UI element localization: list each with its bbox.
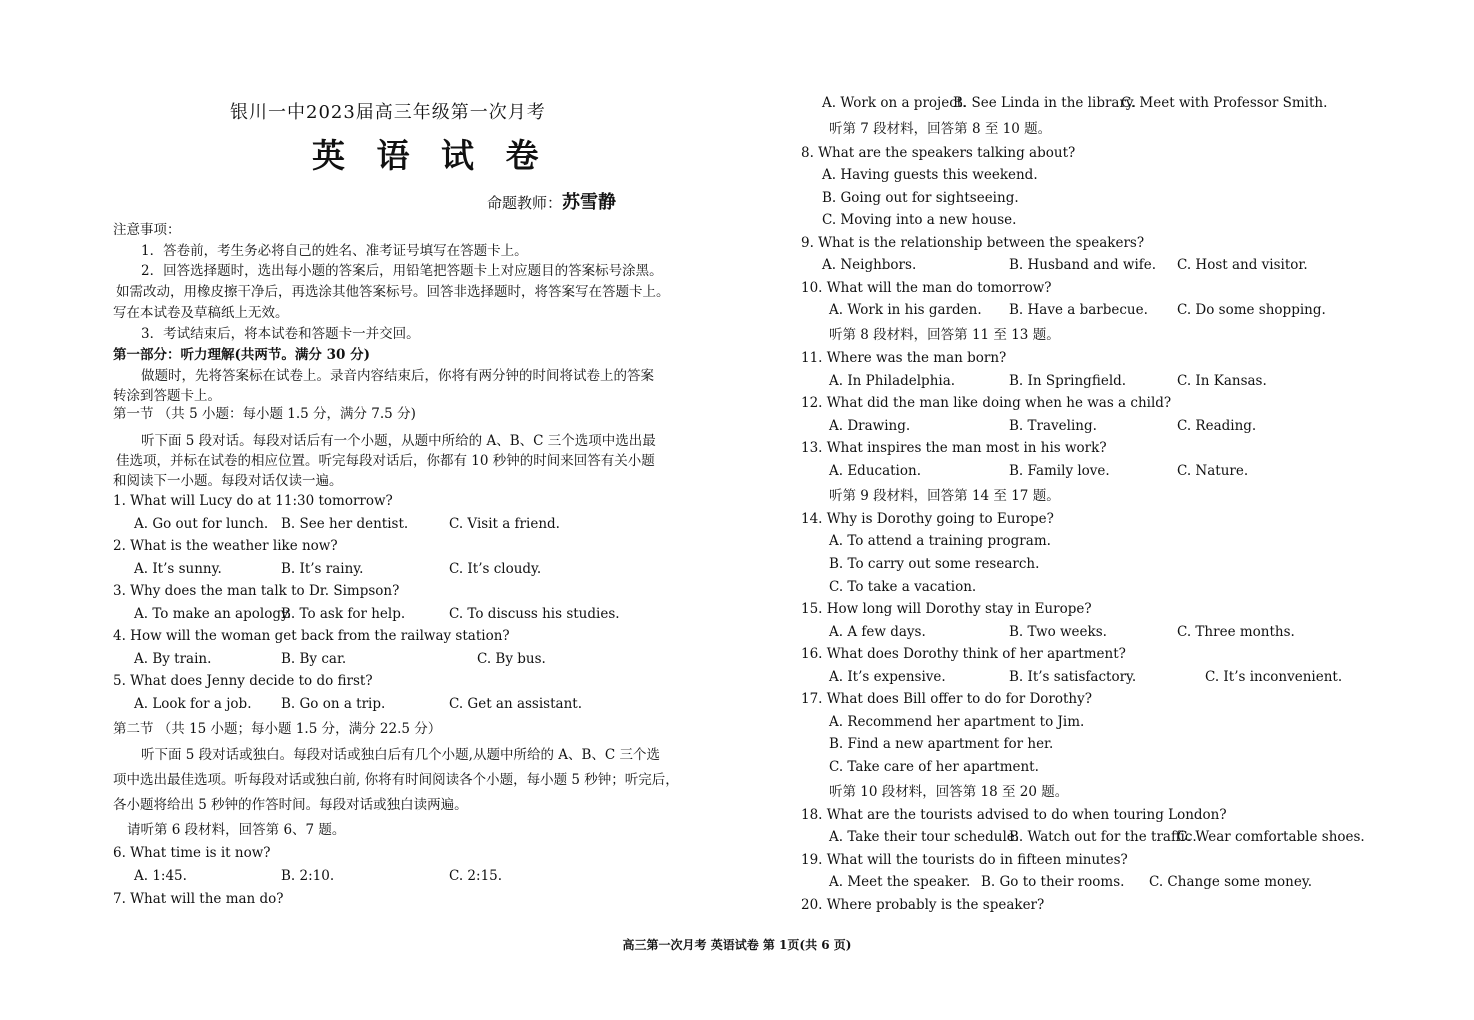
note-2b: 如需改动，用橡皮擦干净后，再选涂其他答案标号。回答非选择题时，将答案写在答题卡上。 — [116, 284, 670, 300]
option-c: C. Nature. — [1177, 463, 1249, 479]
section2-intro-1: 听下面 5 段对话或独白。每段对话或独白后有几个小题,从题中所给的 A、B、C 三个选 — [141, 747, 661, 763]
option-a: A. Recommend her apartment to Jim. — [829, 714, 1085, 730]
option-b: B. Family love. — [1009, 463, 1110, 479]
option-c: C. Take care of her apartment. — [829, 759, 1039, 775]
question-stem: 17. What does Bill offer to do for Dorothy? — [801, 691, 1092, 707]
option-c: C. Do some shopping. — [1177, 302, 1326, 318]
material-6: 请听第 6 段材料，回答第 6、7 题。 — [127, 822, 346, 838]
material-8: 听第 8 段材料，回答第 11 至 13 题。 — [829, 327, 1060, 343]
option-a: A. Education. — [829, 463, 921, 479]
option-c: C. It’s cloudy. — [449, 561, 542, 577]
part1-intro-2: 转涂到答题卡上。 — [113, 388, 221, 404]
option-a: A. Work on a project. — [822, 95, 967, 111]
question-stem: 14. Why is Dorothy going to Europe? — [801, 511, 1054, 527]
teacher-line — [487, 188, 616, 214]
option-c: C. Host and visitor. — [1177, 257, 1308, 273]
option-b: B. Have a barbecue. — [1009, 302, 1148, 318]
exam-title: 英 语 试 卷 — [312, 136, 549, 175]
section2-intro-3: 各小题将给出 5 秒钟的作答时间。每段对话或独白读两遍。 — [113, 797, 468, 813]
option-c: C. 2:15. — [449, 868, 503, 884]
teacher-label: 命题教师： — [487, 194, 563, 212]
question-stem: 11. Where was the man born? — [801, 350, 1007, 366]
option-c: C. Three months. — [1177, 624, 1295, 640]
question-stem: 18. What are the tourists advised to do when touring London? — [801, 807, 1227, 823]
option-b: B. Traveling. — [1009, 418, 1097, 434]
question-stem: 1. What will Lucy do at 11:30 tomorrow? — [113, 493, 393, 509]
section2-title: 第二节 （共 15 小题；每小题 1.5 分，满分 22.5 分） — [113, 721, 442, 737]
option-b: B. Go to their rooms. — [981, 874, 1125, 890]
question-stem: 13. What inspires the man most in his work? — [801, 440, 1107, 456]
option-c: C. Get an assistant. — [449, 696, 582, 712]
option-a: A. Meet the speaker. — [829, 874, 971, 890]
option-b: B. Watch out for the traffic. — [1009, 829, 1197, 845]
option-a: A. To make an apology. — [134, 606, 292, 622]
material-9: 听第 9 段材料，回答第 14 至 17 题。 — [829, 488, 1060, 504]
option-c: C. Visit a friend. — [449, 516, 560, 532]
option-b: B. To carry out some research. — [829, 556, 1040, 572]
option-c: C. Moving into a new house. — [822, 212, 1017, 228]
school-title: 银川一中2023届高三年级第一次月考 — [230, 102, 546, 123]
option-b: B. Going out for sightseeing. — [822, 190, 1019, 206]
material-10: 听第 10 段材料，回答第 18 至 20 题。 — [829, 784, 1069, 800]
question-stem: 9. What is the relationship between the speakers? — [801, 235, 1145, 251]
option-b: B. Husband and wife. — [1009, 257, 1157, 273]
option-c: C. In Kansas. — [1177, 373, 1267, 389]
note-3: 3．考试结束后，将本试卷和答题卡一并交回。 — [141, 326, 420, 342]
question-stem: 16. What does Dorothy think of her apartment? — [801, 646, 1126, 662]
question-stem: 4. How will the woman get back from the railway station? — [113, 628, 510, 644]
question-stem: 15. How long will Dorothy stay in Europe? — [801, 601, 1092, 617]
note-1: 1．答卷前，考生务必将自己的姓名、准考证号填写在答题卡上。 — [141, 243, 528, 259]
teacher-name: 苏雪静 — [562, 192, 617, 213]
option-c: C. Change some money. — [1149, 874, 1312, 890]
section1-intro-2: 佳选项，并标在试卷的相应位置。听完每段对话后，你都有 10 秒钟的时间来回答有关小题 — [116, 453, 655, 469]
option-b: B. By car. — [281, 651, 347, 667]
option-a: A. A few days. — [829, 624, 926, 640]
option-c: C. Meet with Professor Smith. — [1121, 95, 1328, 111]
option-b: B. Find a new apartment for her. — [829, 736, 1054, 752]
option-b: B. 2:10. — [281, 868, 335, 884]
option-b: B. Go on a trip. — [281, 696, 386, 712]
option-a: A. In Philadelphia. — [829, 373, 956, 389]
option-b: B. See Linda in the library. — [953, 95, 1137, 111]
option-a: A. Work in his garden. — [829, 302, 982, 318]
option-c: C. By bus. — [477, 651, 546, 667]
option-a: A. Look for a job. — [134, 696, 252, 712]
option-a: A. By train. — [134, 651, 212, 667]
question-stem: 10. What will the man do tomorrow? — [801, 280, 1052, 296]
note-2c: 写在本试卷及草稿纸上无效。 — [113, 305, 289, 321]
section1-title: 第一节 （共 5 小题：每小题 1.5 分，满分 7.5 分) — [113, 406, 416, 422]
option-a: A. Take their tour schedule. — [829, 829, 1020, 845]
option-a: A. To attend a training program. — [829, 533, 1051, 549]
option-c: C. To take a vacation. — [829, 579, 977, 595]
option-b: B. Two weeks. — [1009, 624, 1107, 640]
question-stem: 7. What will the man do? — [113, 891, 284, 907]
part1-intro-1: 做题时，先将答案标在试卷上。录音内容结束后，你将有两分钟的时间将试卷上的答案 — [141, 368, 654, 384]
option-a: A. Drawing. — [829, 418, 911, 434]
question-stem: 19. What will the tourists do in fifteen minutes? — [801, 852, 1128, 868]
section2-intro-2: 项中选出最佳选项。听每段对话或独白前, 你将有时间阅读各个小题，每小题 5 秒钟；听完后， — [113, 772, 679, 788]
page-footer: 高三第一次月考 英语试卷 第 1页(共 6 页) — [622, 938, 852, 952]
option-b: B. To ask for help. — [281, 606, 406, 622]
option-a: A. Having guests this weekend. — [822, 167, 1038, 183]
question-stem: 6. What time is it now? — [113, 845, 271, 861]
option-a: A. It’s sunny. — [134, 561, 222, 577]
option-a: A. 1:45. — [134, 868, 187, 884]
option-b: B. It’s satisfactory. — [1009, 669, 1137, 685]
part1-title: 第一部分：听力理解(共两节。满分 30 分) — [113, 347, 370, 363]
question-stem: 3. Why does the man talk to Dr. Simpson? — [113, 583, 400, 599]
option-a: A. It’s expensive. — [829, 669, 946, 685]
question-stem: 8. What are the speakers talking about? — [801, 145, 1076, 161]
question-stem: 20. Where probably is the speaker? — [801, 897, 1045, 913]
notes-title: 注意事项： — [113, 222, 181, 238]
question-stem: 2. What is the weather like now? — [113, 538, 338, 554]
option-c: C. Reading. — [1177, 418, 1257, 434]
option-a: A. Go out for lunch. — [134, 516, 269, 532]
question-stem: 12. What did the man like doing when he was a child? — [801, 395, 1172, 411]
section1-intro-1: 听下面 5 段对话。每段对话后有一个小题，从题中所给的 A、B、C 三个选项中选出最 — [141, 433, 656, 449]
material-7: 听第 7 段材料，回答第 8 至 10 题。 — [829, 121, 1052, 137]
option-c: C. Wear comfortable shoes. — [1177, 829, 1365, 845]
question-stem: 5. What does Jenny decide to do first? — [113, 673, 373, 689]
option-b: B. In Springfield. — [1009, 373, 1127, 389]
section1-intro-3: 和阅读下一小题。每段对话仅读一遍。 — [113, 473, 343, 489]
option-c: C. It’s inconvenient. — [1205, 669, 1343, 685]
option-a: A. Neighbors. — [822, 257, 917, 273]
option-c: C. To discuss his studies. — [449, 606, 620, 622]
option-b: B. It’s rainy. — [281, 561, 364, 577]
option-b: B. See her dentist. — [281, 516, 409, 532]
note-2a: 2．回答选择题时，选出每小题的答案后，用铅笔把答题卡上对应题目的答案标号涂黑。 — [141, 263, 663, 279]
